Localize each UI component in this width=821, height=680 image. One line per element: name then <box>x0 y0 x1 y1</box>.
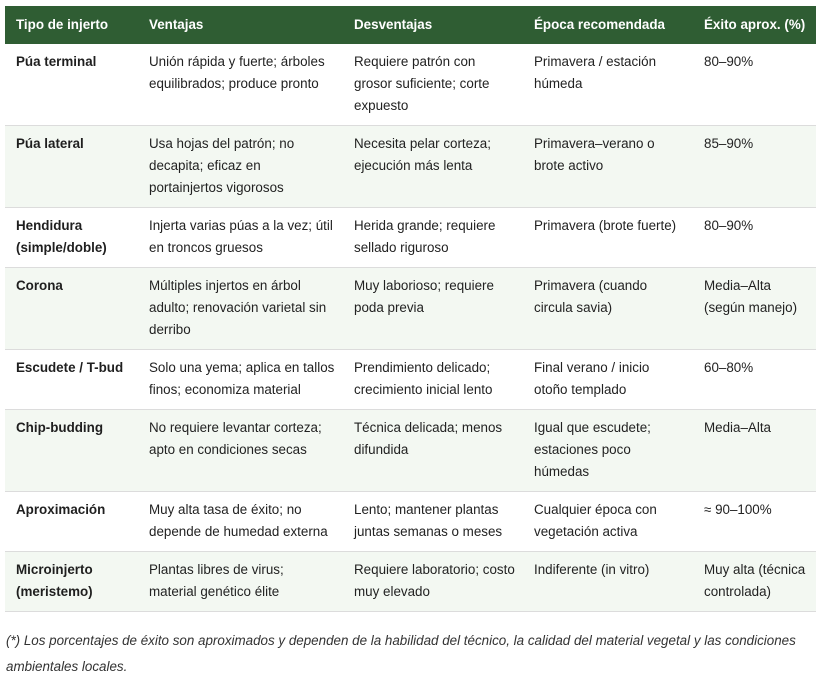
table-row <box>5 552 816 612</box>
table-row <box>5 268 816 350</box>
advantages-cell: Unión rápida y fuerte; árboles equilibrados; produce pronto <box>138 44 343 126</box>
season-cell: Primavera (brote fuerte) <box>523 208 693 268</box>
success-cell: 80–90% <box>693 44 816 126</box>
advantages-cell: No requiere levantar corteza; apto en condiciones secas <box>138 410 343 492</box>
advantages-cell: Solo una yema; aplica en tallos finos; economiza material <box>138 350 343 410</box>
graft-type-cell: Aproximación <box>5 492 138 552</box>
season-cell: Primavera / estación húmeda <box>523 44 693 126</box>
table-row <box>5 410 816 492</box>
table-row <box>5 208 816 268</box>
graft-type-cell: Chip-budding <box>5 410 138 492</box>
success-cell: 80–90% <box>693 208 816 268</box>
table-row <box>5 492 816 552</box>
disadvantages-cell: Prendimiento delicado; crecimiento inicial lento <box>343 350 523 410</box>
graft-type-cell: Hendidura (simple/doble) <box>5 208 138 268</box>
header-success: Éxito aprox. (%) <box>704 17 806 32</box>
table-row <box>5 350 816 410</box>
graft-type-cell: Corona <box>5 268 138 350</box>
season-cell: Final verano / inicio otoño templado <box>523 350 693 410</box>
advantages-cell: Plantas libres de virus; material genético élite <box>138 552 343 612</box>
season-cell: Primavera–verano o brote activo <box>523 126 693 208</box>
header-season: Época recomendada <box>534 17 665 32</box>
success-cell: Media–Alta <box>693 410 816 492</box>
disadvantages-cell: Necesita pelar corteza; ejecución más lenta <box>343 126 523 208</box>
table-row <box>5 126 816 208</box>
graft-type-cell: Púa lateral <box>5 126 138 208</box>
disadvantages-cell: Requiere laboratorio; costo muy elevado <box>343 552 523 612</box>
season-cell: Cualquier época con vegetación activa <box>523 492 693 552</box>
disadvantages-cell: Requiere patrón con grosor suficiente; corte expuesto <box>343 44 523 126</box>
table-header-row <box>5 6 816 44</box>
disadvantages-cell: Lento; mantener plantas juntas semanas o meses <box>343 492 523 552</box>
header-disadvantages: Desventajas <box>354 17 433 32</box>
header-advantages: Ventajas <box>149 17 204 32</box>
advantages-cell: Injerta varias púas a la vez; útil en troncos gruesos <box>138 208 343 268</box>
disadvantages-cell: Herida grande; requiere sellado riguroso <box>343 208 523 268</box>
grafting-comparison-table <box>5 6 816 612</box>
table-row <box>5 44 816 126</box>
graft-type-cell: Microinjerto (meristemo) <box>5 552 138 612</box>
footnote: (*) Los porcentajes de éxito son aproximados y dependen de la habilidad del técnico, la calidad del material vegetal y las condiciones ambientales locales. <box>6 633 796 674</box>
graft-type-cell: Púa terminal <box>5 44 138 126</box>
graft-type-cell: Escudete / T-bud <box>5 350 138 410</box>
success-cell: ≈ 90–100% <box>693 492 816 552</box>
success-cell: 60–80% <box>693 350 816 410</box>
advantages-cell: Múltiples injertos en árbol adulto; renovación varietal sin derribo <box>138 268 343 350</box>
success-cell: 85–90% <box>693 126 816 208</box>
success-cell: Media–Alta (según manejo) <box>693 268 816 350</box>
disadvantages-cell: Muy laborioso; requiere poda previa <box>343 268 523 350</box>
season-cell: Primavera (cuando circula savia) <box>523 268 693 350</box>
season-cell: Igual que escudete; estaciones poco húmedas <box>523 410 693 492</box>
disadvantages-cell: Técnica delicada; menos difundida <box>343 410 523 492</box>
success-cell: Muy alta (técnica controlada) <box>693 552 816 612</box>
advantages-cell: Usa hojas del patrón; no decapita; eficaz en portainjertos vigorosos <box>138 126 343 208</box>
season-cell: Indiferente (in vitro) <box>523 552 693 612</box>
advantages-cell: Muy alta tasa de éxito; no depende de humedad externa <box>138 492 343 552</box>
header-type: Tipo de injerto <box>16 17 109 32</box>
